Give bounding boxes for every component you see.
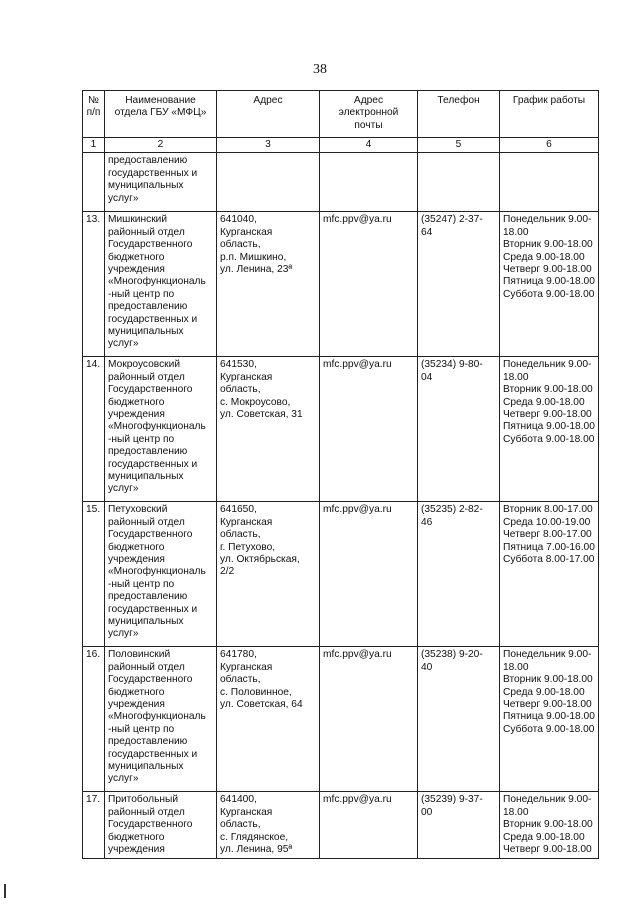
column-number: 6 (500, 138, 599, 153)
cell-schedule: Понедельник 9.00- 18.00 Вторник 9.00-18.00 Среда 9.00-18.00 Четверг 9.00-18.00 (500, 792, 599, 859)
cell-name: Притобольный районный отдел Государственного бюджетного учреждения (105, 792, 217, 859)
cell-name: Петуховский районный отдел Государственного бюджетного учреждения «Многофункциональ -ный центр по предоставлению государственных и муниципальных услуг» (105, 502, 217, 647)
cell-address: 641400, Курганская область, с. Глядянское, ул. Ленина, 95ª (217, 792, 320, 859)
cell-schedule: Понедельник 9.00- 18.00 Вторник 9.00-18.00 Среда 9.00-18.00 Четверг 9.00-18.00 Пятница 9.00-18.00 Суббота 9.00-18.00 (500, 357, 599, 502)
cell-phone: (35235) 2-82- 46 (418, 502, 500, 647)
column-number: 1 (83, 138, 105, 153)
cell-phone: (35247) 2-37- 64 (418, 212, 500, 357)
cell-email (320, 153, 418, 212)
table-row (83, 502, 599, 647)
header-phone: Телефон (418, 91, 500, 138)
header-schedule: График работы (500, 91, 599, 138)
header-row (83, 91, 599, 138)
margin-mark (4, 884, 6, 898)
cell-email: mfc.ppv@ya.ru (320, 647, 418, 792)
table-row (83, 792, 599, 859)
cell-phone: (35234) 9-80- 04 (418, 357, 500, 502)
cell-schedule: Понедельник 9.00- 18.00 Вторник 9.00-18.00 Среда 9.00-18.00 Четверг 9.00-18.00 Пятница 9.00-18.00 Суббота 9.00-18.00 (500, 212, 599, 357)
cell-name: Мишкинский районный отдел Государственного бюджетного учреждения «Многофункциональ -ный центр по предоставлению государственных и муниципальных услуг» (105, 212, 217, 357)
cell-num: 14. (83, 357, 105, 502)
column-number-row (83, 138, 599, 153)
cell-address: 641530, Курганская область, с. Мокроусово, ул. Советская, 31 (217, 357, 320, 502)
header-num: № п/п (83, 91, 105, 138)
branch-table (82, 90, 599, 859)
cell-schedule (500, 153, 599, 212)
table-row (83, 647, 599, 792)
page-number: 38 (313, 62, 327, 77)
cell-email: mfc.ppv@ya.ru (320, 357, 418, 502)
cell-name: Половинский районный отдел Государственного бюджетного учреждения «Многофункциональ -ный центр по предоставлению государственных и муниципальных услуг» (105, 647, 217, 792)
cell-address: 641650, Курганская область, г. Петухово, ул. Октябрьская, 2/2 (217, 502, 320, 647)
cell-name: предоставлению государственных и муниципальных услуг» (105, 153, 217, 212)
cell-name: Мокроусовский районный отдел Государственного бюджетного учреждения «Многофункциональ -ный центр по предоставлению государственных и муниципальных услуг» (105, 357, 217, 502)
cell-num: 13. (83, 212, 105, 357)
table-row (83, 357, 599, 502)
header-address: Адрес (217, 91, 320, 138)
cell-address: 641780, Курганская область, с. Половинное, ул. Советская, 64 (217, 647, 320, 792)
cell-email: mfc.ppv@ya.ru (320, 502, 418, 647)
cell-phone (418, 153, 500, 212)
cell-address: 641040, Курганская область, р.п. Мишкино, ул. Ленина, 23ª (217, 212, 320, 357)
column-number: 2 (105, 138, 217, 153)
cell-schedule: Понедельник 9.00- 18.00 Вторник 9.00-18.00 Среда 9.00-18.00 Четверг 9.00-18.00 Пятница 9.00-18.00 Суббота 9.00-18.00 (500, 647, 599, 792)
cell-email: mfc.ppv@ya.ru (320, 792, 418, 859)
cell-phone: (35239) 9-37- 00 (418, 792, 500, 859)
cell-num: 16. (83, 647, 105, 792)
cell-schedule: Вторник 8.00-17.00 Среда 10.00-19.00 Четверг 8.00-17.00 Пятница 7.00-16.00 Суббота 8.00-17.00 (500, 502, 599, 647)
continuation-row (83, 153, 599, 212)
cell-num: 15. (83, 502, 105, 647)
cell-num: 17. (83, 792, 105, 859)
cell-num (83, 153, 105, 212)
cell-email: mfc.ppv@ya.ru (320, 212, 418, 357)
table-row (83, 212, 599, 357)
cell-phone: (35238) 9-20- 40 (418, 647, 500, 792)
header-email: Адрес электронной почты (320, 91, 418, 138)
cell-address (217, 153, 320, 212)
column-number: 5 (418, 138, 500, 153)
header-name: Наименование отдела ГБУ «МФЦ» (105, 91, 217, 138)
column-number: 4 (320, 138, 418, 153)
column-number: 3 (217, 138, 320, 153)
